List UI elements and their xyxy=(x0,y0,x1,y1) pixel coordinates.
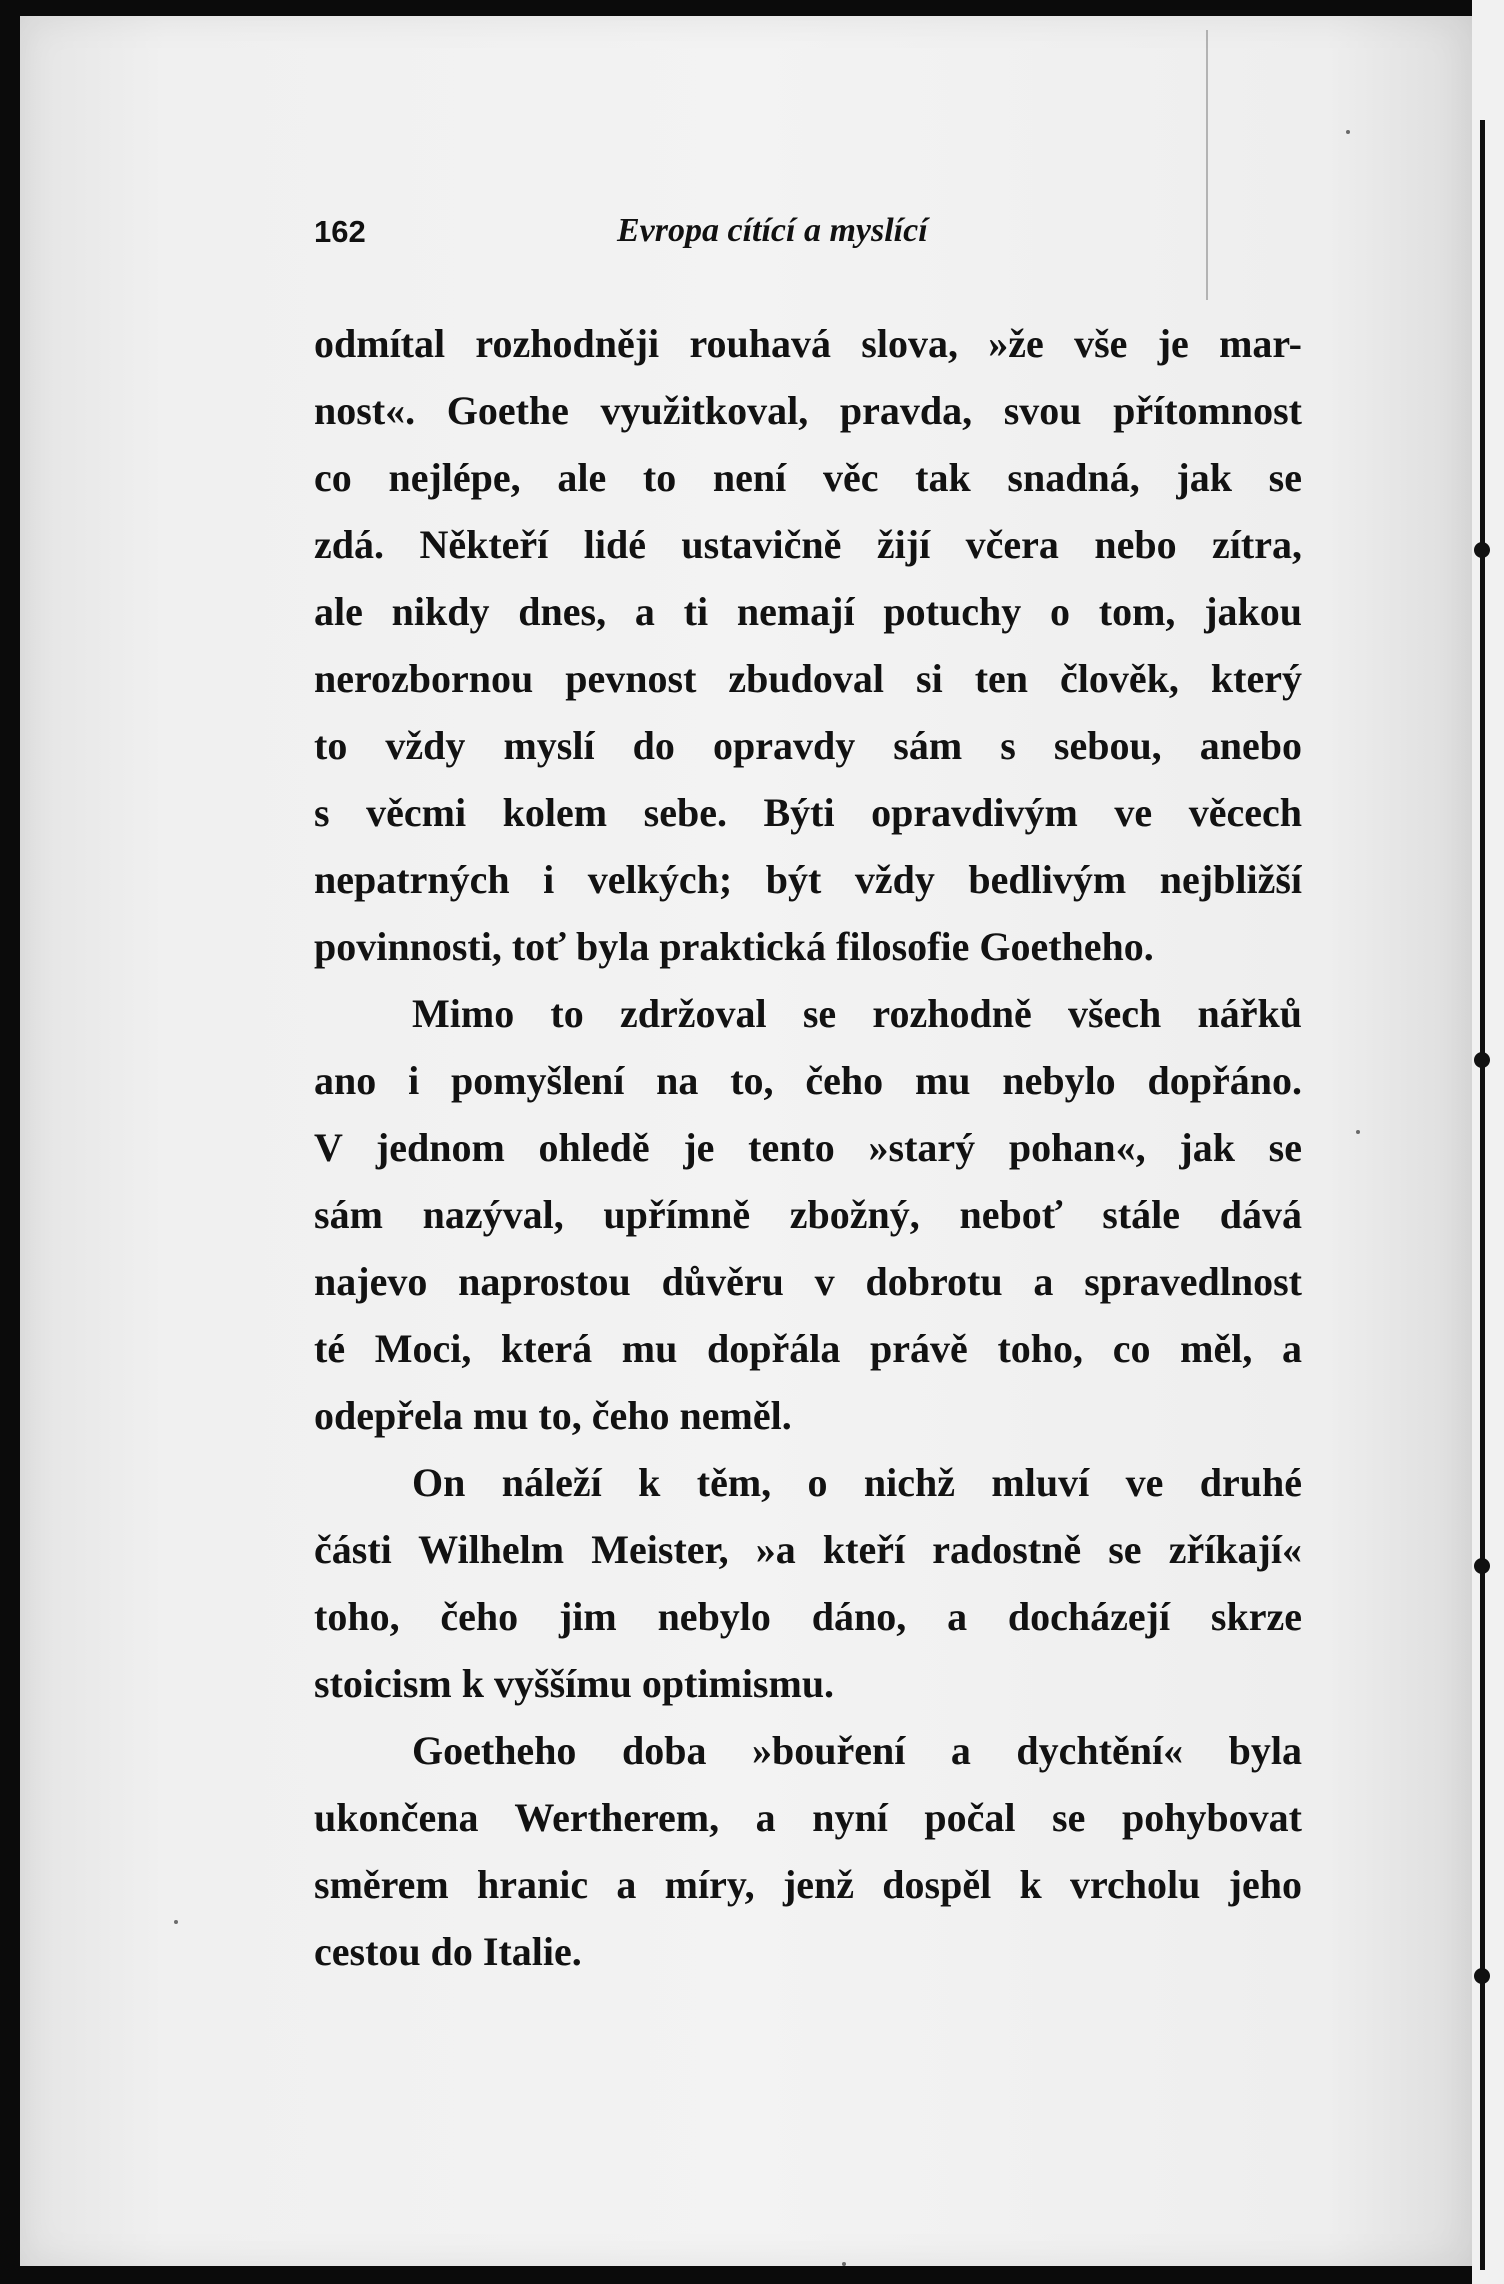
scan-speck xyxy=(1356,1130,1360,1134)
text-line: ukončena Wertherem, a nyní počal se pohybovat xyxy=(314,1795,1302,1840)
text-line: ale nikdy dnes, a ti nemají potuchy o tom, jakou xyxy=(314,589,1302,634)
text-line: sám nazýval, upřímně zbožný, neboť stále dává xyxy=(314,1192,1302,1237)
text-line: odepřela mu to, čeho neměl. xyxy=(314,1393,792,1438)
text-line: V jednom ohledě je tento »starý pohan«, jak se xyxy=(314,1125,1302,1170)
text-line: odmítal rozhodněji rouhavá slova, »že vše je mar- xyxy=(314,321,1302,366)
binding-mark xyxy=(1474,542,1490,558)
text-line: nepatrných i velkých; být vždy bedlivým nejbližší xyxy=(314,857,1302,902)
text-line: s věcmi kolem sebe. Býti opravdivým ve věcech xyxy=(314,790,1302,835)
scan-speck xyxy=(174,1920,178,1924)
binding-edge-line xyxy=(1480,120,1485,2270)
text-line: cestou do Italie. xyxy=(314,1929,582,1974)
text-line: nost«. Goethe využitkoval, pravda, svou přítomnost xyxy=(314,388,1302,433)
text-line: nerozbornou pevnost zbudoval si ten člověk, který xyxy=(314,656,1302,701)
text-line: najevo naprostou důvěru v dobrotu a spravedlnost xyxy=(314,1259,1302,1304)
text-line: povinnosti, toť byla praktická filosofie Goetheho. xyxy=(314,924,1154,969)
text-line: Mimo to zdržoval se rozhodně všech nářků xyxy=(412,991,1302,1036)
text-line: On náleží k těm, o nichž mluví ve druhé xyxy=(412,1460,1302,1505)
binding-mark xyxy=(1474,1052,1490,1068)
text-line: stoicism k vyššímu optimismu. xyxy=(314,1661,835,1706)
text-line: to vždy myslí do opravdy sám s sebou, anebo xyxy=(314,723,1302,768)
page-number: 162 xyxy=(314,214,366,249)
text-line: toho, čeho jim nebylo dáno, a docházejí skrze xyxy=(314,1594,1302,1639)
scan-speck xyxy=(842,2262,846,2266)
binding-mark xyxy=(1474,1558,1490,1574)
text-line: té Moci, která mu dopřála právě toho, co měl, a xyxy=(314,1326,1302,1371)
text-line: zdá. Někteří lidé ustavičně žijí včera nebo zítra, xyxy=(314,522,1302,567)
running-title: Evropa cítící a myslící xyxy=(617,212,928,249)
text-line: části Wilhelm Meister, »a kteří radostně se zříkají« xyxy=(314,1527,1302,1572)
text-line: ano i pomyšlení na to, čeho mu nebylo dopřáno. xyxy=(314,1058,1302,1103)
scan-speck xyxy=(1346,130,1350,134)
binding-mark xyxy=(1474,1968,1490,1984)
text-line: co nejlépe, ale to není věc tak snadná, jak se xyxy=(314,455,1302,500)
binding-edge xyxy=(1472,0,1504,2284)
body-text xyxy=(314,310,1302,1985)
text-line: směrem hranic a míry, jenž dospěl k vrcholu jeho xyxy=(314,1862,1302,1907)
page-header xyxy=(314,214,1314,264)
text-line: Goetheho doba »bouření a dychtění« byla xyxy=(412,1728,1302,1773)
